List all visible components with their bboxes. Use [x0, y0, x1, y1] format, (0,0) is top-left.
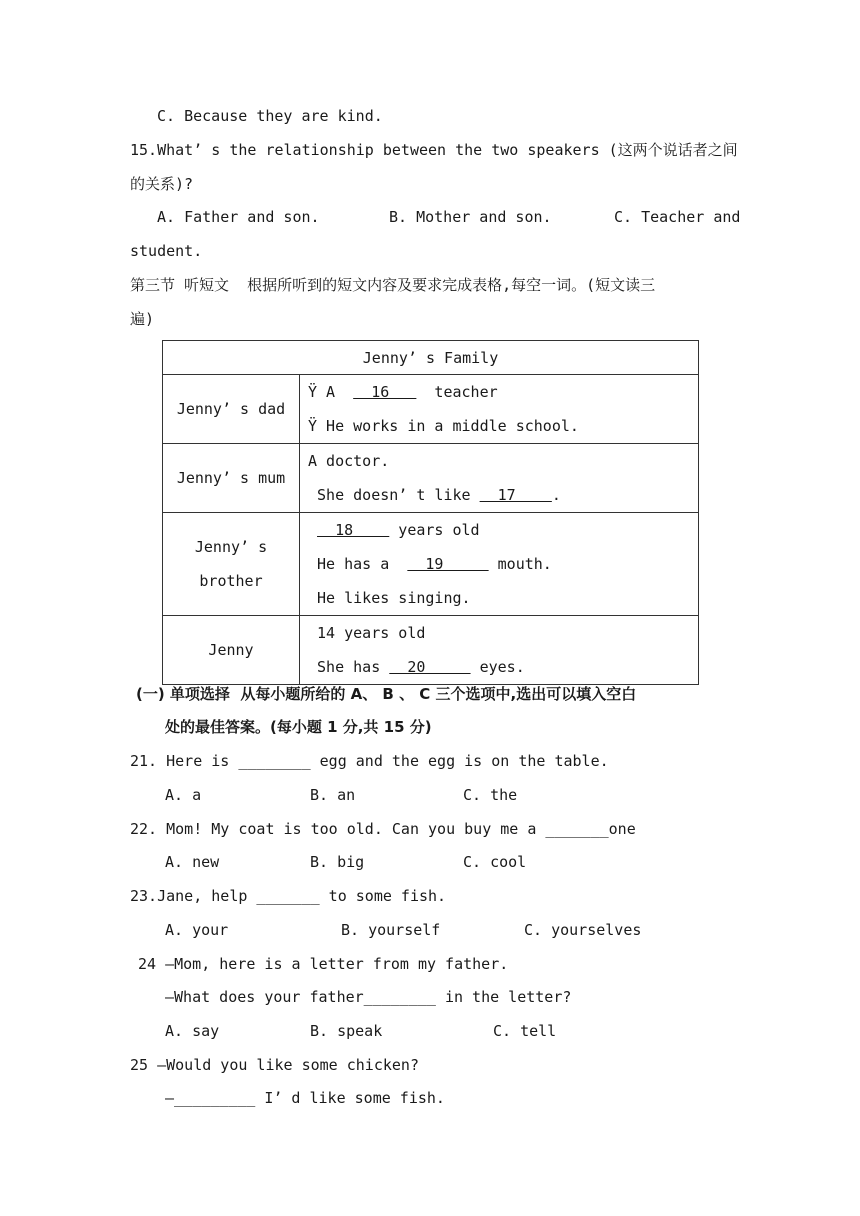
row-label-dad: Jenny’ s dad	[163, 375, 300, 444]
dad-line2: Ÿ He works in a middle school.	[308, 417, 579, 435]
brother-line3: He likes singing.	[308, 589, 471, 607]
dad-line1-suffix: teacher	[416, 383, 498, 401]
jenny-family-table	[162, 340, 699, 685]
jenny-line2-suffix: eyes.	[470, 658, 525, 676]
brother-label-line2: brother	[199, 572, 263, 590]
q21-option-a: A. a	[165, 786, 202, 804]
q23-option-b: B. yourself	[341, 921, 441, 939]
q23-option-a: A. your	[165, 921, 229, 939]
q24: 24 —Mom, here is a letter from my father.	[138, 955, 509, 973]
brother-line1-suffix: years old	[389, 521, 480, 539]
q23: 23.Jane, help _______ to some fish.	[130, 887, 447, 905]
q22-option-a: A. new	[165, 853, 220, 871]
mum-line1: A doctor.	[308, 452, 390, 470]
blank-17: 17	[479, 486, 552, 504]
row-label-brother	[163, 513, 300, 616]
jenny-line1: 14 years old	[308, 624, 426, 642]
q21-option-c: C. the	[463, 786, 518, 804]
mum-line2-prefix: She doesn’ t like	[308, 486, 480, 504]
part1-heading-cont: 处的最佳答案。(每小题 1 分,共 15 分)	[165, 718, 432, 736]
row-content-dad	[300, 375, 699, 444]
table-title: Jenny’ s Family	[163, 341, 699, 375]
q24-cont: —What does your father________ in the letter?	[165, 988, 572, 1006]
section3-instruction: 第三节 听短文 根据所听到的短文内容及要求完成表格,每空一词。(短文读三	[130, 276, 656, 294]
brother-line1-prefix	[308, 521, 317, 539]
blank-16: 16	[353, 383, 417, 401]
q15-question-cont: 的关系)?	[130, 175, 194, 193]
section3-instruction-cont: 遍)	[130, 310, 155, 328]
brother-line2-prefix: He has a	[308, 555, 408, 573]
row-label-jenny: Jenny	[163, 616, 300, 685]
q24-option-a: A. say	[165, 1022, 220, 1040]
row-content-jenny	[300, 616, 699, 685]
brother-line2-suffix: mouth.	[488, 555, 552, 573]
q25-cont: —_________ I’ d like some fish.	[165, 1089, 445, 1107]
brother-label-line1: Jenny’ s	[194, 538, 268, 556]
q22-option-c: C. cool	[463, 853, 527, 871]
dad-line1-prefix: Ÿ A	[308, 383, 354, 401]
q23-option-c: C. yourselves	[524, 921, 642, 939]
jenny-line2-prefix: She has	[308, 658, 390, 676]
q15-option-b: B. Mother and son.	[389, 208, 552, 226]
row-label-mum: Jenny’ s mum	[163, 444, 300, 513]
part1-heading: (一) 单项选择 从每小题所给的 A、 B 、 C 三个选项中,选出可以填入空白	[136, 685, 637, 703]
q15-option-c: C. Teacher and	[614, 208, 741, 226]
q15-question: 15.What’ s the relationship between the two speakers (这两个说话者之间	[130, 141, 738, 159]
blank-20: 20	[389, 658, 471, 676]
mum-line2-suffix: .	[551, 486, 561, 504]
q15-option-a: A. Father and son.	[157, 208, 320, 226]
q14-option-c: C. Because they are kind.	[157, 107, 383, 125]
q24-option-c: C. tell	[493, 1022, 557, 1040]
q15-option-c-cont: student.	[130, 242, 203, 260]
q22: 22. Mom! My coat is too old. Can you buy me a _______one	[130, 820, 636, 838]
q21-option-b: B. an	[310, 786, 356, 804]
q22-option-b: B. big	[310, 853, 365, 871]
row-content-mum	[300, 444, 699, 513]
q24-option-b: B. speak	[310, 1022, 383, 1040]
q25: 25 —Would you like some chicken?	[130, 1056, 419, 1074]
q21: 21. Here is ________ egg and the egg is on the table.	[130, 752, 609, 770]
blank-19: 19	[407, 555, 489, 573]
blank-18: 18	[317, 521, 390, 539]
row-content-brother	[300, 513, 699, 616]
